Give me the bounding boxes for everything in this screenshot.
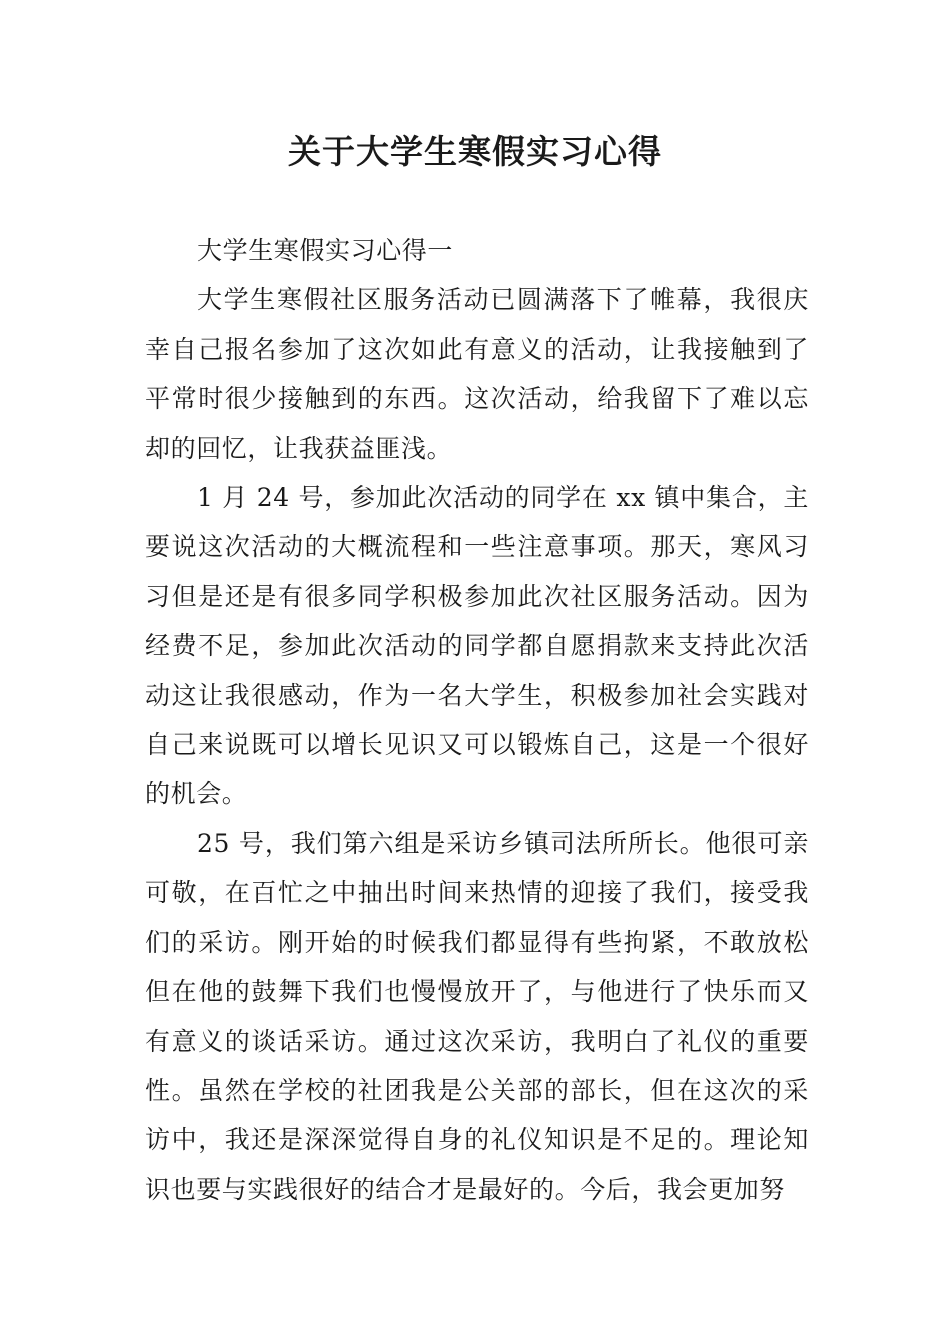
document-body: [145, 226, 809, 1214]
document-title: 关于大学生寒假实习心得: [288, 132, 662, 171]
paragraph-jan-24: 1 月 24 号，参加此次活动的同学在 xx 镇中集合，主要说这次活动的大概流程和一些注意事项。那天，寒风习习但是还是有很多同学积极参加此次社区服务活动。因为经费不足，参加此次活动的同学都自愿捐款来支持此次活动这让我很感动，作为一名大学生，积极参加社会实践对自己来说既可以增长见识又可以锻炼自己，这是一个很好的机会。: [145, 483, 809, 809]
paragraph-intro: 大学生寒假社区服务活动已圆满落下了帷幕，我很庆幸自己报名参加了这次如此有意义的活动，让我接触到了平常时很少接触到的东西。这次活动，给我留下了难以忘却的回忆，让我获益匪浅。: [145, 285, 809, 463]
paragraph-jan-25: 25 号，我们第六组是采访乡镇司法所所长。他很可亲可敬，在百忙之中抽出时间来热情的迎接了我们，接受我们的采访。刚开始的时候我们都显得有些拘紧，不敢放松但在他的鼓舞下我们也慢慢放开了，与他进行了快乐而又有意义的谈话采访。通过这次采访，我明白了礼仪的重要性。虽然在学校的社团我是公关部的部长，但在这次的采访中，我还是深深觉得自身的礼仪知识是不足的。理论知识也要与实践很好的结合才是最好的。今后，我会更加努: [145, 828, 809, 1204]
paragraph-subtitle: 大学生寒假实习心得一: [197, 236, 454, 265]
